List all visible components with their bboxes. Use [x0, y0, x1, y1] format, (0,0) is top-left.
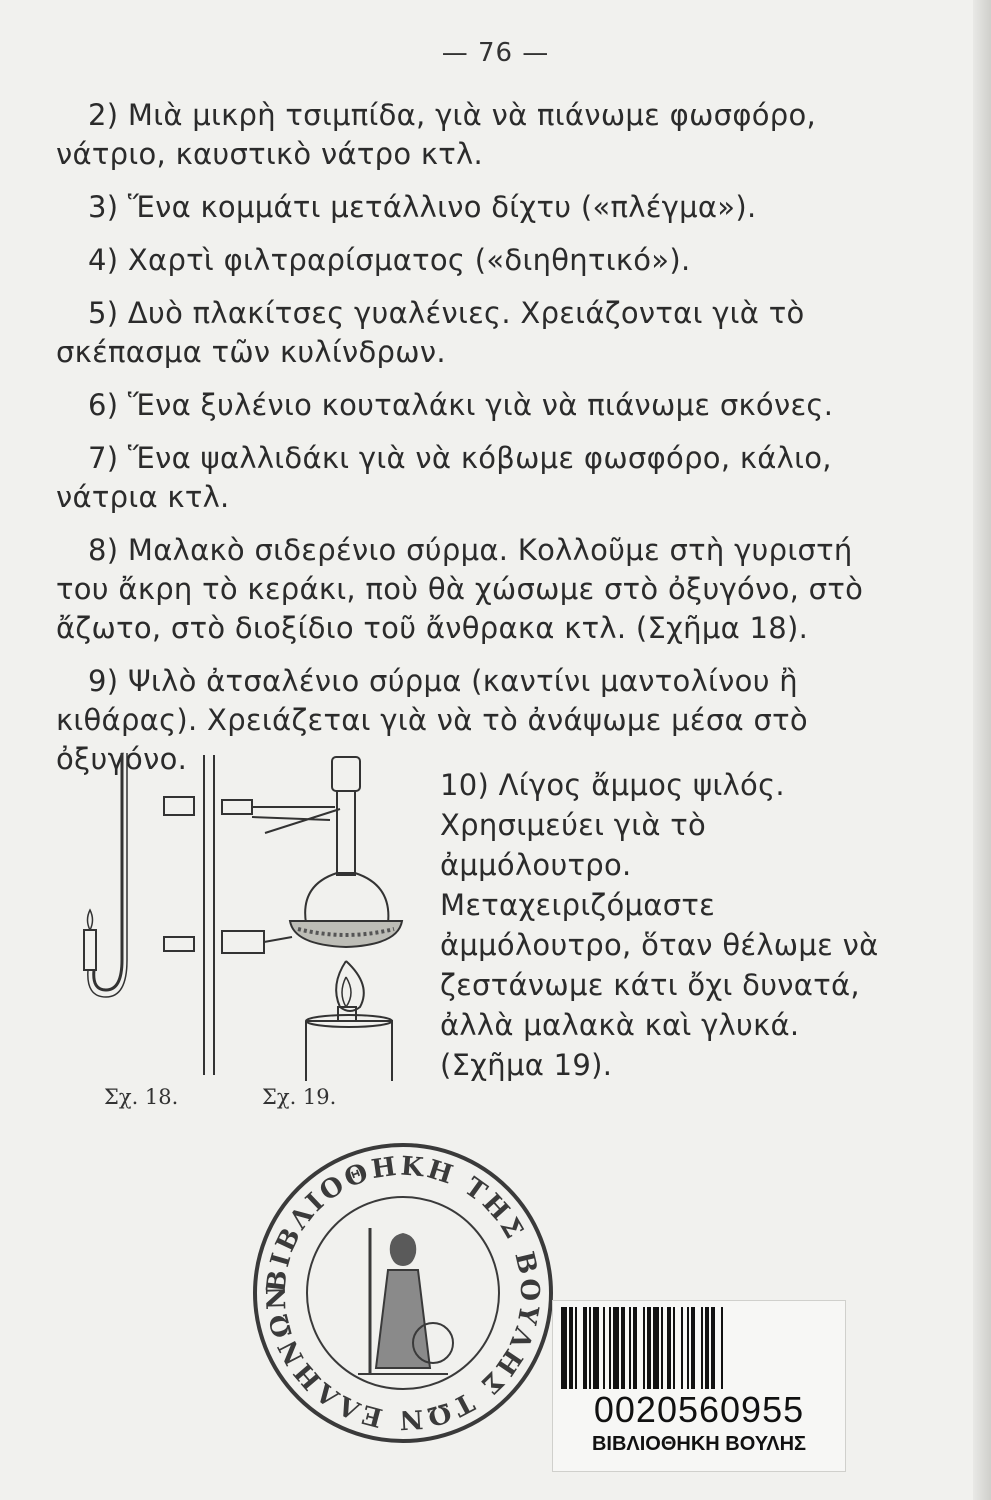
list-item: 6) Ἕνα ξυλένιο κουταλάκι γιὰ νὰ πιάνωμε σκόνες.: [88, 388, 834, 422]
page-number: — 76 —: [441, 38, 550, 68]
figure-19-sand-bath-apparatus: [140, 745, 420, 1085]
list-item: 2) Μιὰ μικρὴ τσιμπίδα, γιὰ νὰ πιάνωμε φωσφόρο, νάτριο, καυστικὸ νάτρο κτλ.: [56, 98, 817, 171]
figure-18-label: Σχ. 18.: [104, 1085, 179, 1109]
stamp-seal-icon: [248, 1138, 558, 1448]
figure-18-wire-candle: [70, 745, 150, 1075]
item-10-text: [440, 765, 900, 1085]
page-edge: [973, 0, 991, 1500]
barcode-number: 0020560955: [593, 1389, 805, 1430]
stamp-text: ΒΙΒΛΙΟΘΗΚΗ ΤΗΣ ΒΟΥΛΗΣ ΤΩΝ ΕΛΛΗΝΩΝ: [261, 1151, 545, 1435]
barcode-label: [552, 1300, 846, 1472]
list-item: 5) Δυὸ πλακίτσες γυαλένιες. Χρειάζονται γιὰ τὸ σκέπασμα τῶν κυλίνδρων.: [56, 296, 805, 369]
list-item: 9) Ψιλὸ ἀτσαλένιο σύρμα (καντίνι μαντολίνου ἢ κιθάρας). Χρειάζεται γιὰ νὰ τὸ ἀνάψωμε μέσα στὸ ὀξυγόνο.: [56, 664, 808, 776]
equipment-list: [56, 96, 896, 793]
barcode-caption: ΒΙΒΛΙΟΘΗΚΗ ΒΟΥΛΗΣ: [591, 1433, 807, 1455]
barcode-icon: [559, 1307, 839, 1389]
figures: [60, 745, 430, 1125]
list-item: 7) Ἕνα ψαλλιδάκι γιὰ νὰ κόβωμε φωσφόρο, κάλιο, νάτρια κτλ.: [56, 441, 832, 514]
list-item: 8) Μαλακὸ σιδερένιο σύρμα. Κολλοῦμε στὴ γυριστή του ἄκρη τὸ κεράκι, ποὺ θὰ χώσωμε στὸ ὀξυγόνο, στὸ ἄζωτο, στὸ διοξίδιο τοῦ ἄνθρακα κτλ. (Σχῆμα 18).: [56, 533, 864, 645]
list-item: 4) Χαρτὶ φιλτραρίσματος («διηθητικό»).: [88, 243, 691, 277]
list-item: 3) Ἕνα κομμάτι μετάλλινο δίχτυ («πλέγμα»).: [88, 190, 757, 224]
figure-19-label: Σχ. 19.: [262, 1085, 337, 1109]
library-stamp: [248, 1138, 558, 1448]
list-item: 10) Λίγος ἄμμος ψιλός. Χρησιμεύει γιὰ τὸ ἀμμόλουτρο. Μεταχειριζόμαστε ἀμμόλουτρο, ὅταν θέλωμε νὰ ζεστάνωμε κάτι ὄχι δυνατά, ἀλλὰ μαλακὰ καὶ γλυκά. (Σχῆμα 19).: [440, 768, 879, 1082]
